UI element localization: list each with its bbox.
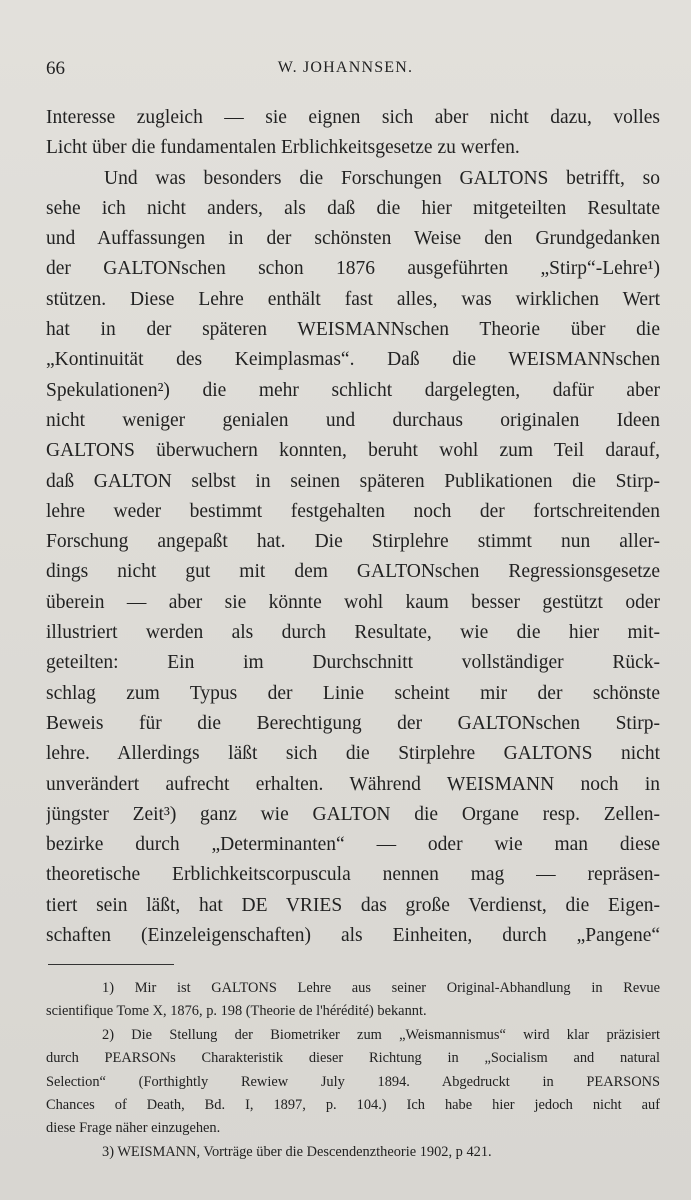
footnote-line: diese Frage näher einzugehen. — [46, 1120, 221, 1137]
body-line: Spekulationen²) die mehr schlicht dargelegten, dafür aber — [46, 379, 660, 401]
page-header — [46, 58, 645, 86]
body-line: stützen. Diese Lehre enthält fast alles, was wirklichen Wert — [46, 288, 660, 310]
body-line: schlag zum Typus der Linie scheint mir der schönste — [46, 682, 660, 704]
body-line: „Kontinuität des Keimplasmas“. Daß die WEISMANNschen — [46, 349, 660, 371]
body-line: überein — aber sie könnte wohl kaum besser gestützt oder — [46, 591, 660, 613]
body-line: bezirke durch „Determinanten“ — oder wie man diese — [46, 834, 660, 856]
body-line: hat in der späteren WEISMANNschen Theorie über die — [46, 319, 660, 341]
body-line: der GALTONschen schon 1876 ausgeführten „Stirp“-Lehre¹) — [46, 258, 660, 280]
body-line: lehre. Allerdings läßt sich die Stirplehre GALTONS nicht — [46, 743, 660, 765]
body-line: Und was besonders die Forschungen GALTONS betrifft, so — [104, 167, 660, 189]
page-number: 66 — [46, 58, 65, 79]
running-head: W. JOHANNSEN. — [277, 59, 414, 76]
footnote-line: Chances of Death, Bd. I, 1897, p. 104.) Ich habe hier jedoch nicht auf — [46, 1096, 660, 1113]
body-line: sehe ich nicht anders, als daß die hier mitgeteilten Resultate — [46, 197, 660, 219]
footnote-line: Selection“ (Forthightly Rewiew July 1894. Abgedruckt in PEARSONS — [46, 1073, 660, 1090]
body-line: unverändert aufrecht erhalten. Während WEISMANN noch in — [46, 773, 660, 795]
footnotes — [46, 977, 660, 1164]
footnote-line: 3) WEISMANN, Vorträge über die Descendenztheorie 1902, p 421. — [102, 1143, 492, 1160]
body-line: und Auffassungen in der schönsten Weise den Grundgedanken — [46, 228, 660, 250]
body-text — [46, 103, 660, 951]
body-line: Forschung angepaßt hat. Die Stirplehre stimmt nun aller- — [46, 531, 660, 553]
body-line: schaften (Einzeleigenschaften) als Einheiten, durch „Pangene“ — [46, 925, 660, 947]
footnote-line: 2) Die Stellung der Biometriker zum „Weismannismus“ wird klar präzisiert — [102, 1026, 660, 1043]
body-line: Beweis für die Berechtigung der GALTONschen Stirp- — [46, 712, 660, 734]
body-line: daß GALTON selbst in seinen späteren Publikationen die Stirp- — [46, 470, 660, 492]
body-line: geteilten: Ein im Durchschnitt vollständiger Rück- — [46, 652, 660, 674]
footnote-line: 1) Mir ist GALTONS Lehre aus seiner Original-Abhandlung in Revue — [102, 980, 660, 996]
body-line: nicht weniger genialen und durchaus originalen Ideen — [46, 409, 660, 431]
footnote-divider — [48, 964, 174, 965]
body-line: GALTONS überwuchern konnten, beruht wohl zum Teil darauf, — [46, 440, 660, 462]
body-line: theoretische Erblichkeitscorpuscula nennen mag — repräsen- — [46, 864, 660, 886]
footnote-line: durch PEARSONs Charakteristik dieser Richtung in „Socialism and natural — [46, 1050, 660, 1067]
body-line: Interesse zugleich — sie eignen sich aber nicht dazu, volles — [46, 107, 660, 128]
body-line: tiert sein läßt, hat DE VRIES das große Verdienst, die Eigen- — [46, 894, 660, 916]
body-line: dings nicht gut mit dem GALTONschen Regressionsgesetze — [46, 561, 660, 583]
footnote-line: scientifique Tome X, 1876, p. 198 (Theorie de l'hérédité) bekannt. — [46, 1003, 427, 1020]
body-line: Licht über die fundamentalen Erblichkeitsgesetze zu werfen. — [46, 137, 520, 159]
body-line: illustriert werden als durch Resultate, wie die hier mit- — [46, 622, 660, 644]
body-line: jüngster Zeit³) ganz wie GALTON die Organe resp. Zellen- — [46, 803, 660, 825]
body-line: lehre weder bestimmt festgehalten noch der fortschreitenden — [46, 500, 660, 522]
